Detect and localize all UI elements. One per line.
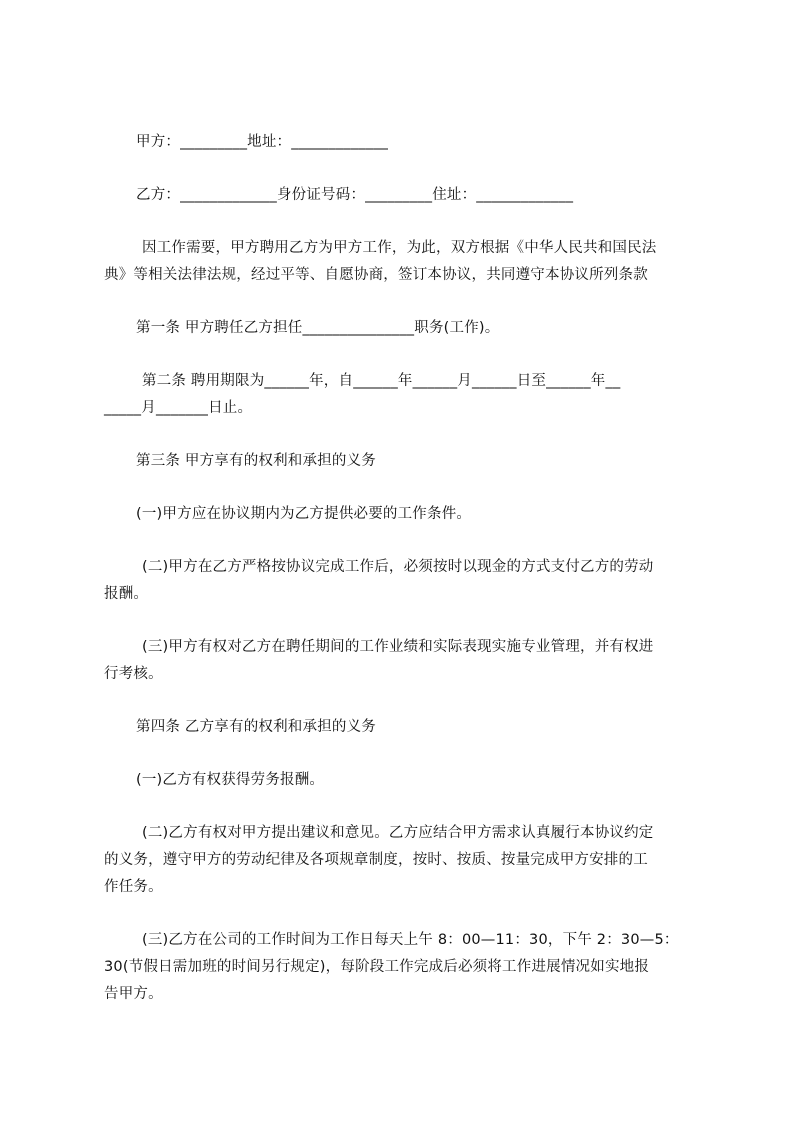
article-2-line-2: _____月_______日止。: [104, 400, 253, 416]
article-4-item-3-line-1: (三)乙方在公司的工作时间为工作日每天上午 8：00—11：30，下午 2：30—5：: [142, 932, 679, 948]
article-3-item-3-line-2: 行考核。: [104, 666, 163, 682]
article-3-item-2-line-1: (二)甲方在乙方严格按协议完成工作后，必须按时以现金的方式支付乙方的劳动: [142, 559, 654, 575]
party-a-line: 甲方：_________地址：_____________: [136, 134, 389, 150]
intro-line-1: 因工作需要，甲方聘用乙方为甲方工作，为此，双方根据《中华人民共和国民法: [142, 240, 657, 256]
article-4-item-2-line-1: (二)乙方有权对甲方提出建议和意见。乙方应结合甲方需求认真履行本协议约定: [142, 825, 654, 841]
article-4-heading: 第四条 乙方享有的权利和承担的义务: [136, 719, 377, 735]
article-3-item-3-line-1: (三)甲方有权对乙方在聘任期间的工作业绩和实际表现实施专业管理，并有权进: [142, 639, 654, 655]
article-4-item-2-line-2: 的义务，遵守甲方的劳动纪律及各项规章制度，按时、按质、按量完成甲方安排的工: [104, 852, 648, 868]
article-4-item-1: (一)乙方有权获得劳务报酬。: [136, 772, 325, 788]
article-4-item-2-line-3: 作任务。: [104, 879, 163, 895]
party-b-line: 乙方：_____________身份证号码：_________住址：_____________: [136, 187, 574, 203]
intro-line-2: 典》等相关法律法规，经过平等、自愿协商，签订本协议，共同遵守本协议所列条款: [104, 267, 648, 283]
article-4-item-3-line-2: 30(节假日需加班的时间另行规定)，每阶段工作完成后必须将工作进展情况如实地报: [104, 959, 650, 975]
article-3-heading: 第三条 甲方享有的权利和承担的义务: [136, 453, 377, 469]
article-3-item-2-line-2: 报酬。: [104, 586, 149, 602]
article-1-line: 第一条 甲方聘任乙方担任_______________职务(工作)。: [136, 320, 500, 336]
article-4-item-3-line-3: 告甲方。: [104, 986, 163, 1002]
article-2-line-1: 第二条 聘用期限为______年，自______年______月______日至______年__: [142, 373, 621, 389]
article-3-item-1: (一)甲方应在协议期内为乙方提供必要的工作条件。: [136, 506, 472, 522]
